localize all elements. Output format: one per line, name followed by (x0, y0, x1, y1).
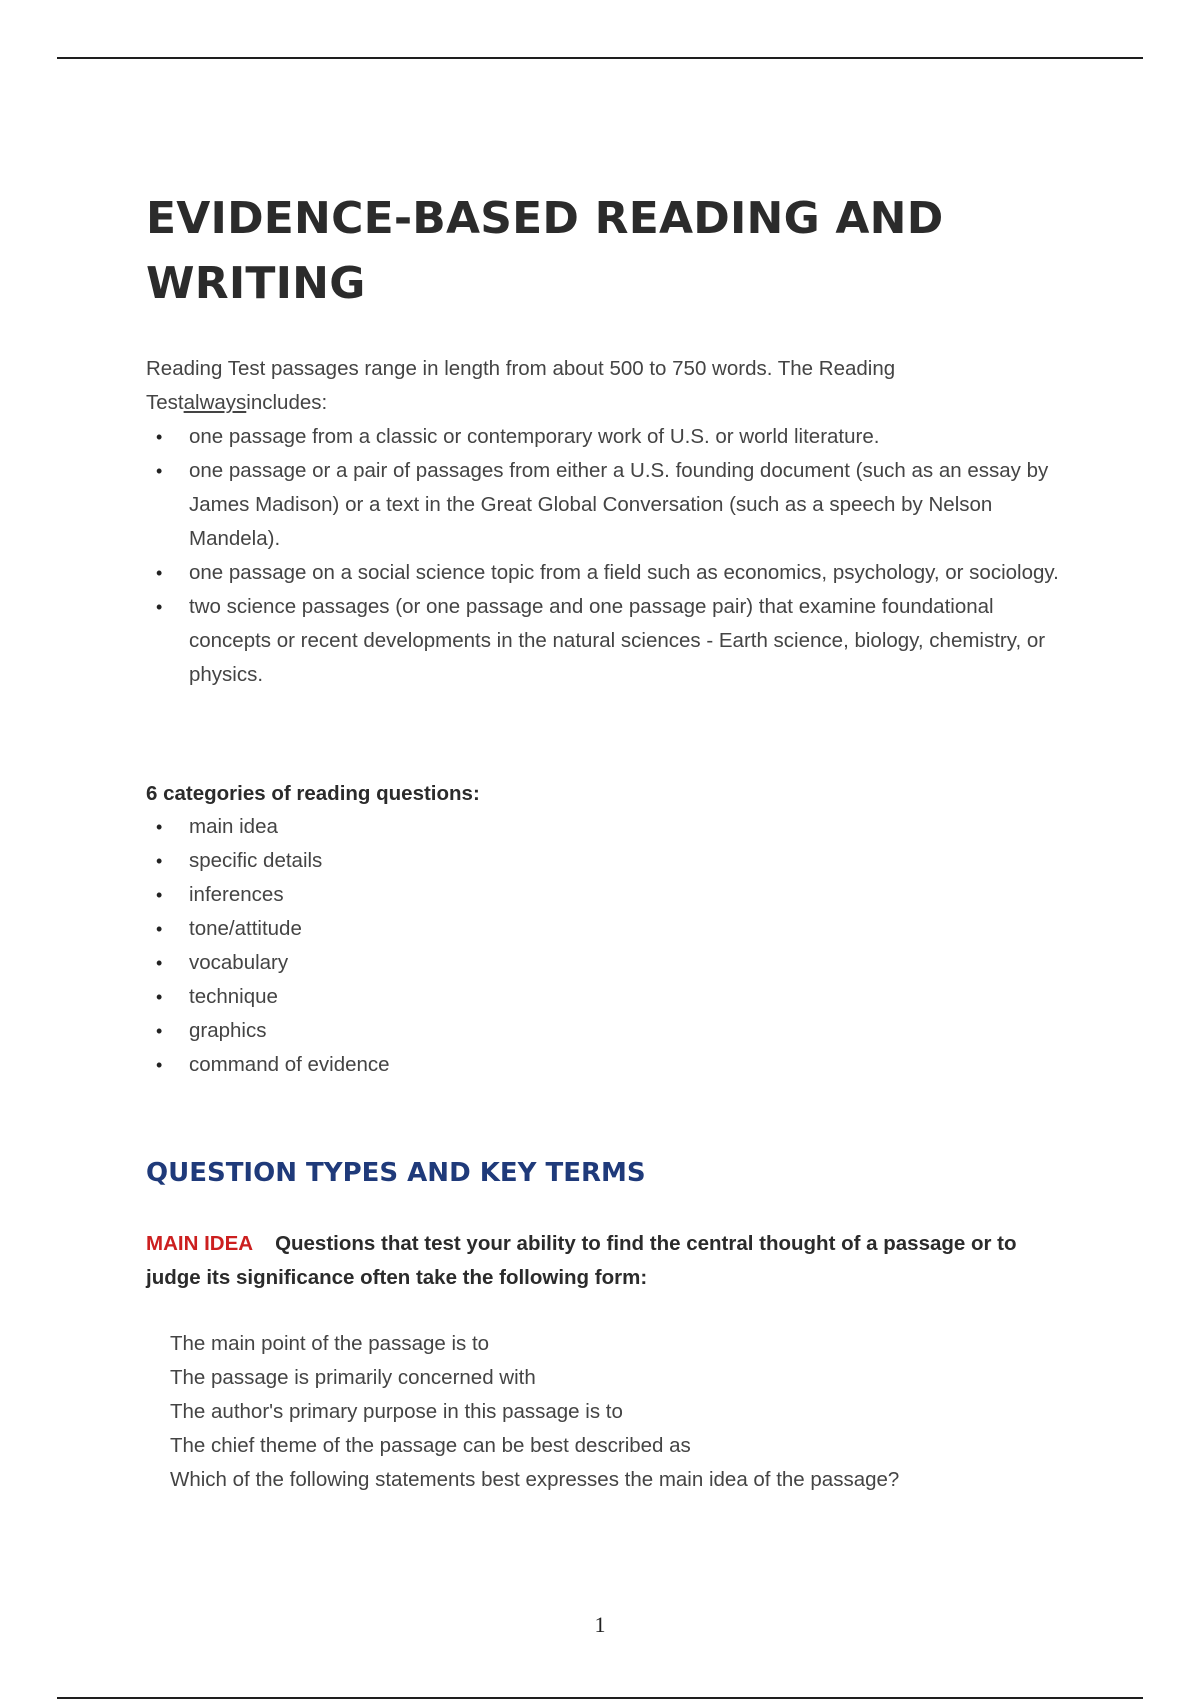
categories-list (146, 810, 1066, 1082)
example-question: The main point of the passage is to (170, 1332, 490, 1355)
list-item-text: two science passages (or one passage and one passage pair) that examine foundational concepts or recent developments in the natural sciences - Earth science, biology, chemistry, or physics. (189, 595, 1046, 686)
list-item (146, 844, 1066, 878)
bullet-icon: • (156, 597, 163, 617)
section-heading: QUESTION TYPES AND KEY TERMS (146, 1158, 646, 1188)
list-item (146, 556, 1066, 590)
list-item (146, 1048, 1066, 1082)
top-rule (57, 57, 1143, 59)
intro-underlined-word: always (183, 391, 247, 414)
list-item (146, 420, 1066, 454)
passage-list (146, 420, 1066, 692)
list-item-text: one passage from a classic or contemporary work of U.S. or world literature. (189, 425, 880, 448)
bullet-icon: • (156, 563, 163, 583)
page-content (146, 186, 1066, 1497)
list-item-text: graphics (189, 1019, 267, 1042)
list-item (146, 980, 1066, 1014)
bottom-rule (57, 1697, 1143, 1699)
list-item (146, 912, 1066, 946)
bullet-icon: • (156, 987, 163, 1007)
main-idea-paragraph (146, 1227, 1066, 1295)
categories-heading: 6 categories of reading questions: (146, 782, 480, 805)
list-item-text: specific details (189, 849, 323, 872)
intro-text-before: Reading Test passages range in length from about 500 to 750 words. The Reading Test (146, 357, 896, 414)
list-item (146, 454, 1066, 556)
intro-text-after: includes: (246, 391, 328, 414)
example-question: The passage is primarily concerned with (170, 1366, 536, 1389)
list-item (146, 946, 1066, 980)
intro-paragraph (146, 352, 1066, 420)
main-idea-tag: MAIN IDEA (146, 1232, 254, 1255)
bullet-icon: • (156, 1055, 163, 1075)
bullet-icon: • (156, 427, 163, 447)
list-item-text: main idea (189, 815, 278, 838)
bullet-icon: • (156, 885, 163, 905)
list-item-text: tone/attitude (189, 917, 302, 940)
example-questions (146, 1327, 1066, 1497)
page-number: 1 (594, 1612, 606, 1637)
bullet-icon: • (156, 919, 163, 939)
example-question: The chief theme of the passage can be best described as (170, 1434, 691, 1457)
page-title: EVIDENCE-BASED READING AND WRITING (146, 193, 944, 309)
list-item (146, 810, 1066, 844)
list-item-text: inferences (189, 883, 284, 906)
list-item (146, 878, 1066, 912)
example-question: Which of the following statements best expresses the main idea of the passage? (170, 1468, 900, 1491)
bullet-icon: • (156, 817, 163, 837)
bullet-icon: • (156, 953, 163, 973)
list-item (146, 590, 1066, 692)
list-item-text: one passage or a pair of passages from either a U.S. founding document (such as an essay by James Madison) or a text in the Great Global Conversation (such as a speech by Nelson Mandela). (189, 459, 1049, 550)
bullet-icon: • (156, 461, 163, 481)
bullet-icon: • (156, 1021, 163, 1041)
list-item (146, 1014, 1066, 1048)
list-item-text: command of evidence (189, 1053, 390, 1076)
example-question: The author's primary purpose in this passage is to (170, 1400, 623, 1423)
list-item-text: technique (189, 985, 278, 1008)
main-idea-description: Questions that test your ability to find the central thought of a passage or to judge its significance often take the following form: (146, 1232, 1017, 1289)
bullet-icon: • (156, 851, 163, 871)
list-item-text: vocabulary (189, 951, 289, 974)
list-item-text: one passage on a social science topic from a field such as economics, psychology, or sociology. (189, 561, 1059, 584)
